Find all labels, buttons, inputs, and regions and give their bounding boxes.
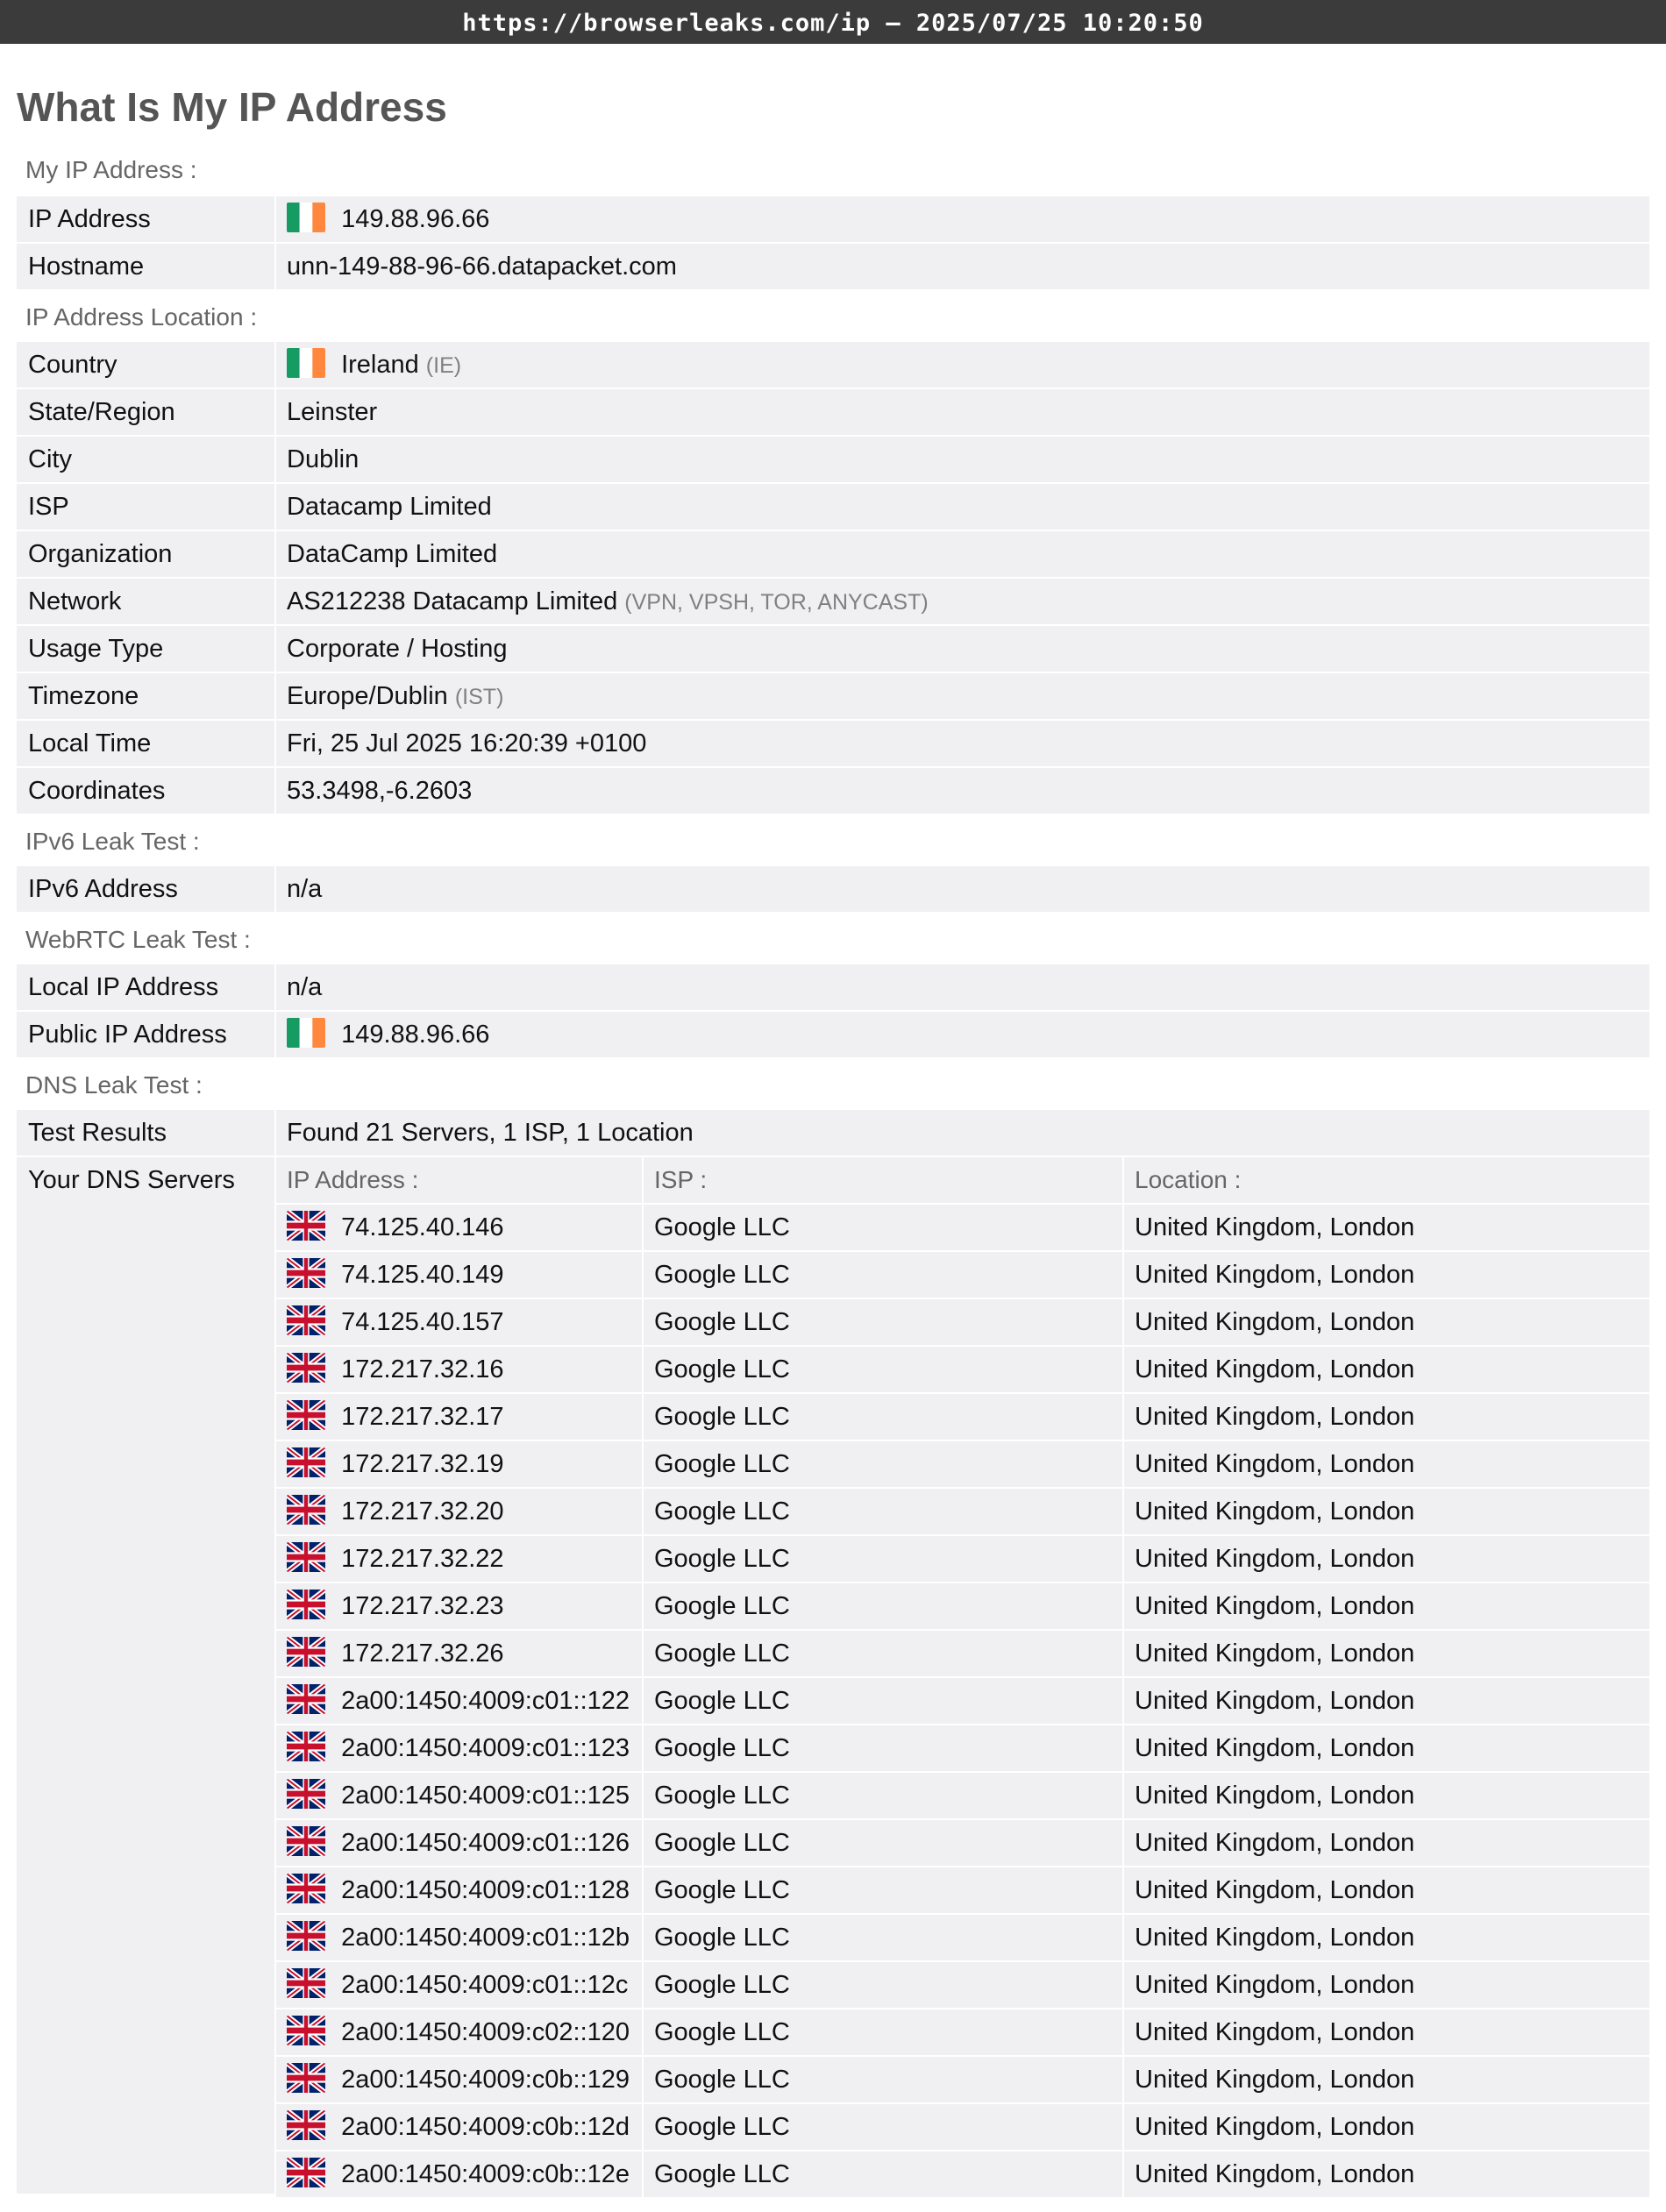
address-bar-text: https://browserleaks.com/ip – 2025/07/25 10:20:50 [462,10,1204,37]
dns-ip: 172.217.32.19 [341,1450,504,1478]
row-label: Hostname [17,244,274,289]
table-row [276,2009,1649,2055]
dns-location: United Kingdom, London [1124,1773,1649,1818]
public-ip-value: 149.88.96.66 [341,1021,490,1049]
dns-ip-cell [276,1252,642,1298]
dns-isp: Google LLC [644,2057,1122,2102]
dns-location: United Kingdom, London [1124,1962,1649,2008]
uk-flag-icon [287,1353,325,1383]
region-value: Leinster [276,389,1649,435]
row-value [276,1012,1649,1057]
uk-flag-icon [287,1779,325,1809]
row-local-time [17,721,1649,766]
dns-location: United Kingdom, London [1124,2057,1649,2102]
uk-flag-icon [287,1495,325,1525]
dns-ip-cell [276,1678,642,1724]
row-label: Network [17,579,274,624]
dns-location: United Kingdom, London [1124,1820,1649,1866]
dns-ip-cell [276,2057,642,2102]
uk-flag-icon [287,1921,325,1951]
row-label: Public IP Address [17,1012,274,1057]
table-row [276,1867,1649,1913]
dns-location: United Kingdom, London [1124,1536,1649,1582]
hostname-value: unn-149-88-96-66.datapacket.com [276,244,1649,289]
ireland-flag-icon [287,348,325,378]
dns-isp: Google LLC [644,1773,1122,1818]
dns-ip: 2a00:1450:4009:c0b::12d [341,2113,630,2141]
row-ipv6-address [17,866,1649,912]
page-title: What Is My IP Address [17,84,447,130]
usage-type-value: Corporate / Hosting [276,626,1649,672]
uk-flag-icon [287,1447,325,1477]
coordinates-value: 53.3498,-6.2603 [276,768,1649,814]
col-ip-address: IP Address : [276,1157,642,1203]
row-value [276,673,1649,719]
dns-ip: 172.217.32.17 [341,1403,504,1431]
uk-flag-icon [287,2158,325,2187]
dns-isp: Google LLC [644,1536,1122,1582]
dns-location: United Kingdom, London [1124,2152,1649,2197]
local-time-value: Fri, 25 Jul 2025 16:20:39 +0100 [276,721,1649,766]
uk-flag-icon [287,1874,325,1903]
uk-flag-icon [287,1732,325,1761]
dns-location: United Kingdom, London [1124,1441,1649,1487]
row-label: Local IP Address [17,964,274,1010]
dns-ip-cell [276,1394,642,1440]
uk-flag-icon [287,1258,325,1288]
table-row [276,1441,1649,1487]
table-row [276,1820,1649,1866]
ipv6-value: n/a [276,866,1649,912]
row-organization [17,531,1649,577]
dns-location: United Kingdom, London [1124,1489,1649,1534]
uk-flag-icon [287,1542,325,1572]
table-row [276,1347,1649,1392]
dns-ip-cell [276,1489,642,1534]
uk-flag-icon [287,2016,325,2045]
row-label: Coordinates [17,768,274,814]
dns-location: United Kingdom, London [1124,2104,1649,2150]
row-value [276,342,1649,388]
table-row [276,1252,1649,1298]
row-label: Usage Type [17,626,274,672]
row-isp [17,484,1649,530]
country-value: Ireland [341,351,419,379]
address-bar [0,0,1666,44]
uk-flag-icon [287,1968,325,1998]
uk-flag-icon [287,1305,325,1335]
col-location: Location : [1124,1157,1649,1203]
dns-ip: 2a00:1450:4009:c0b::12e [341,2160,630,2188]
dns-isp: Google LLC [644,1252,1122,1298]
table-row [276,2104,1649,2150]
dns-isp: Google LLC [644,2104,1122,2150]
row-network [17,579,1649,624]
dns-ip: 2a00:1450:4009:c01::12b [341,1924,630,1952]
row-ip-address [17,196,1649,242]
dns-isp: Google LLC [644,2152,1122,2197]
dns-ip: 2a00:1450:4009:c01::128 [341,1876,630,1904]
test-results-value: Found 21 Servers, 1 ISP, 1 Location [276,1110,1649,1156]
dns-ip-cell [276,1962,642,2008]
dns-ip: 172.217.32.22 [341,1545,504,1573]
row-test-results [17,1110,1649,1156]
row-label: Local Time [17,721,274,766]
main-content [0,44,1666,2199]
dns-isp: Google LLC [644,1915,1122,1960]
row-hostname [17,244,1649,289]
row-label: IPv6 Address [17,866,274,912]
dns-isp: Google LLC [644,1631,1122,1676]
dns-ip: 2a00:1450:4009:c0b::129 [341,2066,630,2094]
dns-ip: 172.217.32.20 [341,1497,504,1526]
dns-ip: 2a00:1450:4009:c01::126 [341,1829,630,1857]
dns-location: United Kingdom, London [1124,1299,1649,1345]
uk-flag-icon [287,1826,325,1856]
row-label: Organization [17,531,274,577]
dns-ip-cell [276,1867,642,1913]
table-row [276,1962,1649,2008]
dns-location: United Kingdom, London [1124,1867,1649,1913]
table-row [276,1678,1649,1724]
dns-ip-cell [276,2152,642,2197]
dns-ip-cell [276,1820,642,1866]
section-ipv6: IPv6 Leak Test : [25,828,200,855]
dns-ip: 74.125.40.149 [341,1261,504,1289]
dns-location: United Kingdom, London [1124,1252,1649,1298]
ireland-flag-icon [287,1018,325,1048]
uk-flag-icon [287,1211,325,1241]
row-timezone [17,673,1649,719]
dns-ip-cell [276,1631,642,1676]
timezone-value: Europe/Dublin [287,682,448,710]
table-row [276,1725,1649,1771]
uk-flag-icon [287,1590,325,1619]
network-value: AS212238 Datacamp Limited [287,587,618,615]
row-label: ISP [17,484,274,530]
dns-isp: Google LLC [644,1678,1122,1724]
dns-location: United Kingdom, London [1124,1394,1649,1440]
dns-location: United Kingdom, London [1124,1631,1649,1676]
network-tags: (VPN, VPSH, TOR, ANYCAST) [624,590,929,615]
dns-ip: 2a00:1450:4009:c01::12c [341,1971,629,1999]
dns-isp: Google LLC [644,1394,1122,1440]
section-my-ip: My IP Address : [25,156,197,183]
dns-ip-cell [276,1205,642,1250]
row-country [17,342,1649,388]
dns-ip: 2a00:1450:4009:c01::123 [341,1734,630,1762]
table-row [276,2152,1649,2197]
table-row [276,1915,1649,1960]
row-label: City [17,437,274,482]
table-row [276,2057,1649,2102]
dns-isp: Google LLC [644,1489,1122,1534]
dns-isp: Google LLC [644,1347,1122,1392]
dns-isp: Google LLC [644,1205,1122,1250]
table-row [276,1394,1649,1440]
row-label: Timezone [17,673,274,719]
dns-ip: 74.125.40.157 [341,1308,504,1336]
dns-ip-cell [276,1773,642,1818]
dns-ip-cell [276,1536,642,1582]
table-row [276,1489,1649,1534]
row-coordinates [17,768,1649,814]
dns-location: United Kingdom, London [1124,1725,1649,1771]
row-label: State/Region [17,389,274,435]
dns-isp: Google LLC [644,1299,1122,1345]
dns-ip-cell [276,1915,642,1960]
dns-location: United Kingdom, London [1124,1205,1649,1250]
table-row [276,1536,1649,1582]
uk-flag-icon [287,1400,325,1430]
local-ip-value: n/a [276,964,1649,1010]
uk-flag-icon [287,2110,325,2140]
row-value [276,196,1649,242]
table-row [276,1583,1649,1629]
dns-location: United Kingdom, London [1124,1915,1649,1960]
row-value [276,579,1649,624]
row-label: Country [17,342,274,388]
dns-ip-cell [276,2009,642,2055]
col-isp: ISP : [644,1157,1122,1203]
country-code: (IE) [425,353,462,378]
table-row [276,1205,1649,1250]
row-usage-type [17,626,1649,672]
dns-location: United Kingdom, London [1124,1678,1649,1724]
section-webrtc: WebRTC Leak Test : [25,926,251,953]
dns-isp: Google LLC [644,1725,1122,1771]
timezone-abbr: (IST) [454,685,504,709]
dns-ip-cell [276,1725,642,1771]
dns-location: United Kingdom, London [1124,2009,1649,2055]
section-dns: DNS Leak Test : [25,1071,203,1099]
dns-ip-cell [276,1583,642,1629]
row-region [17,389,1649,435]
row-city [17,437,1649,482]
dns-isp: Google LLC [644,1583,1122,1629]
dns-location: United Kingdom, London [1124,1347,1649,1392]
dns-ip: 172.217.32.23 [341,1592,504,1620]
uk-flag-icon [287,2063,325,2093]
table-row [276,1773,1649,1818]
dns-ip: 74.125.40.146 [341,1213,504,1241]
city-value: Dublin [276,437,1649,482]
dns-isp: Google LLC [644,1441,1122,1487]
row-label: IP Address [17,196,274,242]
dns-ip: 172.217.32.26 [341,1639,504,1668]
ireland-flag-icon [287,203,325,232]
uk-flag-icon [287,1637,325,1667]
dns-ip-cell [276,1299,642,1345]
dns-ip-cell [276,1347,642,1392]
dns-isp: Google LLC [644,1820,1122,1866]
ip-address-value: 149.88.96.66 [341,205,490,233]
row-local-ip [17,964,1649,1010]
section-location: IP Address Location : [25,303,258,331]
table-row [276,1299,1649,1345]
row-label: Test Results [17,1110,274,1156]
dns-ip: 2a00:1450:4009:c02::120 [341,2018,630,2046]
dns-isp: Google LLC [644,1962,1122,2008]
dns-servers-table [276,1157,1649,2199]
table-row [276,1631,1649,1676]
dns-servers [17,1157,1649,2199]
isp-value: Datacamp Limited [276,484,1649,530]
dns-ip: 2a00:1450:4009:c01::122 [341,1687,630,1715]
dns-ip-cell [276,1441,642,1487]
dns-servers-label: Your DNS Servers [17,1157,274,2194]
row-public-ip [17,1012,1649,1057]
dns-location: United Kingdom, London [1124,1583,1649,1629]
dns-isp: Google LLC [644,2009,1122,2055]
dns-table-header [276,1157,1649,1203]
dns-ip: 172.217.32.16 [341,1355,504,1383]
uk-flag-icon [287,1684,325,1714]
dns-isp: Google LLC [644,1867,1122,1913]
organization-value: DataCamp Limited [276,531,1649,577]
dns-ip-cell [276,2104,642,2150]
dns-ip: 2a00:1450:4009:c01::125 [341,1782,630,1810]
